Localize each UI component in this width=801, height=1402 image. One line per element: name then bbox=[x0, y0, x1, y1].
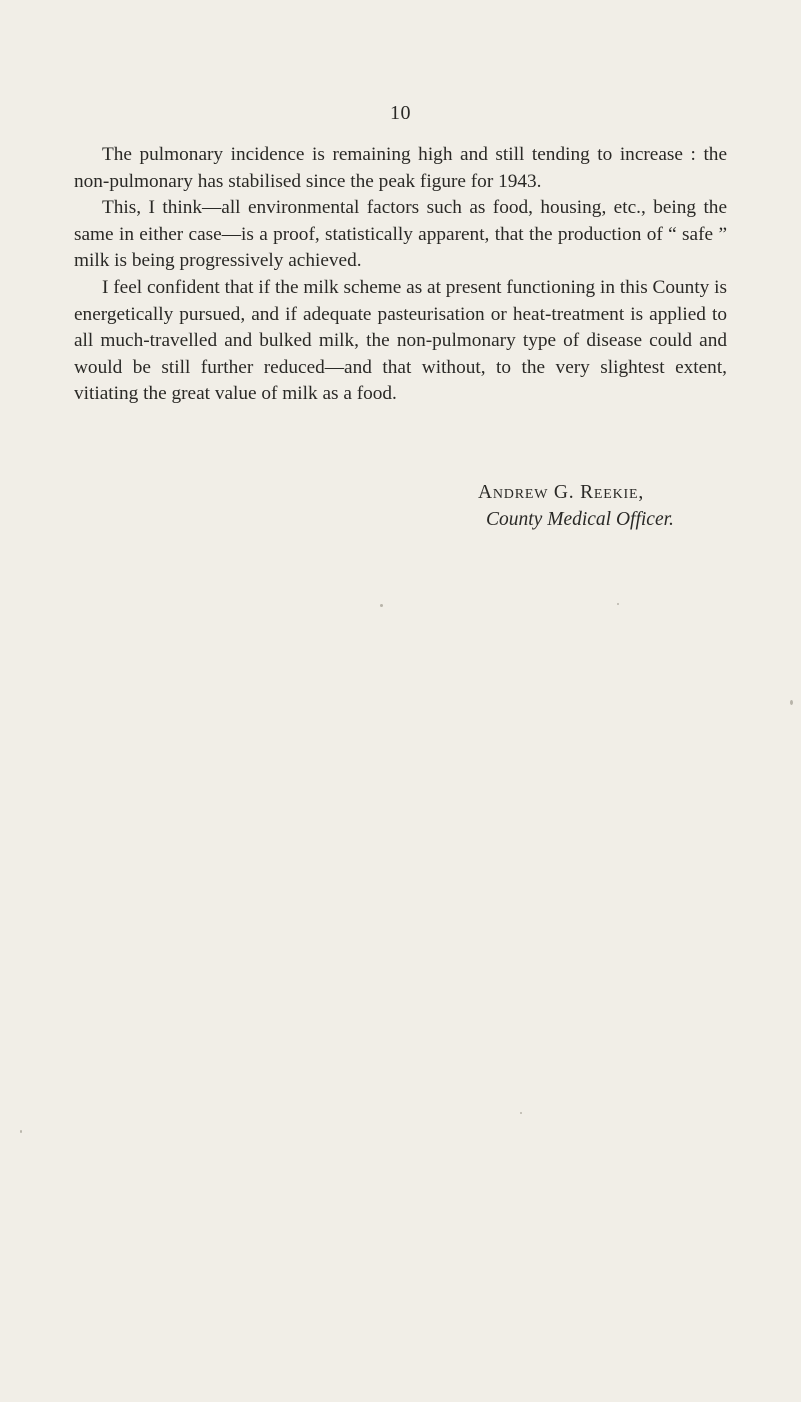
signature-name: Andrew G. Reekie, bbox=[478, 482, 645, 503]
signature-block bbox=[478, 479, 778, 533]
paragraph: This, I think—all environmental factors such as food, housing, etc., being the same in either case—is a proof, statistically apparent, that the production of “ safe ” milk is being progressively achieved. bbox=[74, 197, 727, 272]
paper-speck bbox=[790, 700, 793, 705]
page-number: 10 bbox=[390, 102, 411, 124]
signature-title: County Medical Officer. bbox=[486, 509, 674, 530]
body-text bbox=[74, 142, 727, 408]
paper-speck bbox=[617, 603, 619, 605]
paper-speck bbox=[380, 604, 383, 607]
paragraph: I feel confident that if the milk scheme as at present functioning in this County is energetically pursued, and if adequate pasteurisation or heat-treatment is applied to all much-travelled and bulked milk, the non-pulmonary type of disease could and would be still further reduced—and that without, to the very slightest extent, vitiating the great value of milk as a food. bbox=[74, 276, 727, 405]
paper-speck bbox=[20, 1130, 22, 1133]
paragraph: The pulmonary incidence is remaining high and still tending to increase : the non-pulmonary has stabilised since the peak figure for 1943. bbox=[74, 144, 727, 192]
paper-speck bbox=[520, 1112, 522, 1114]
